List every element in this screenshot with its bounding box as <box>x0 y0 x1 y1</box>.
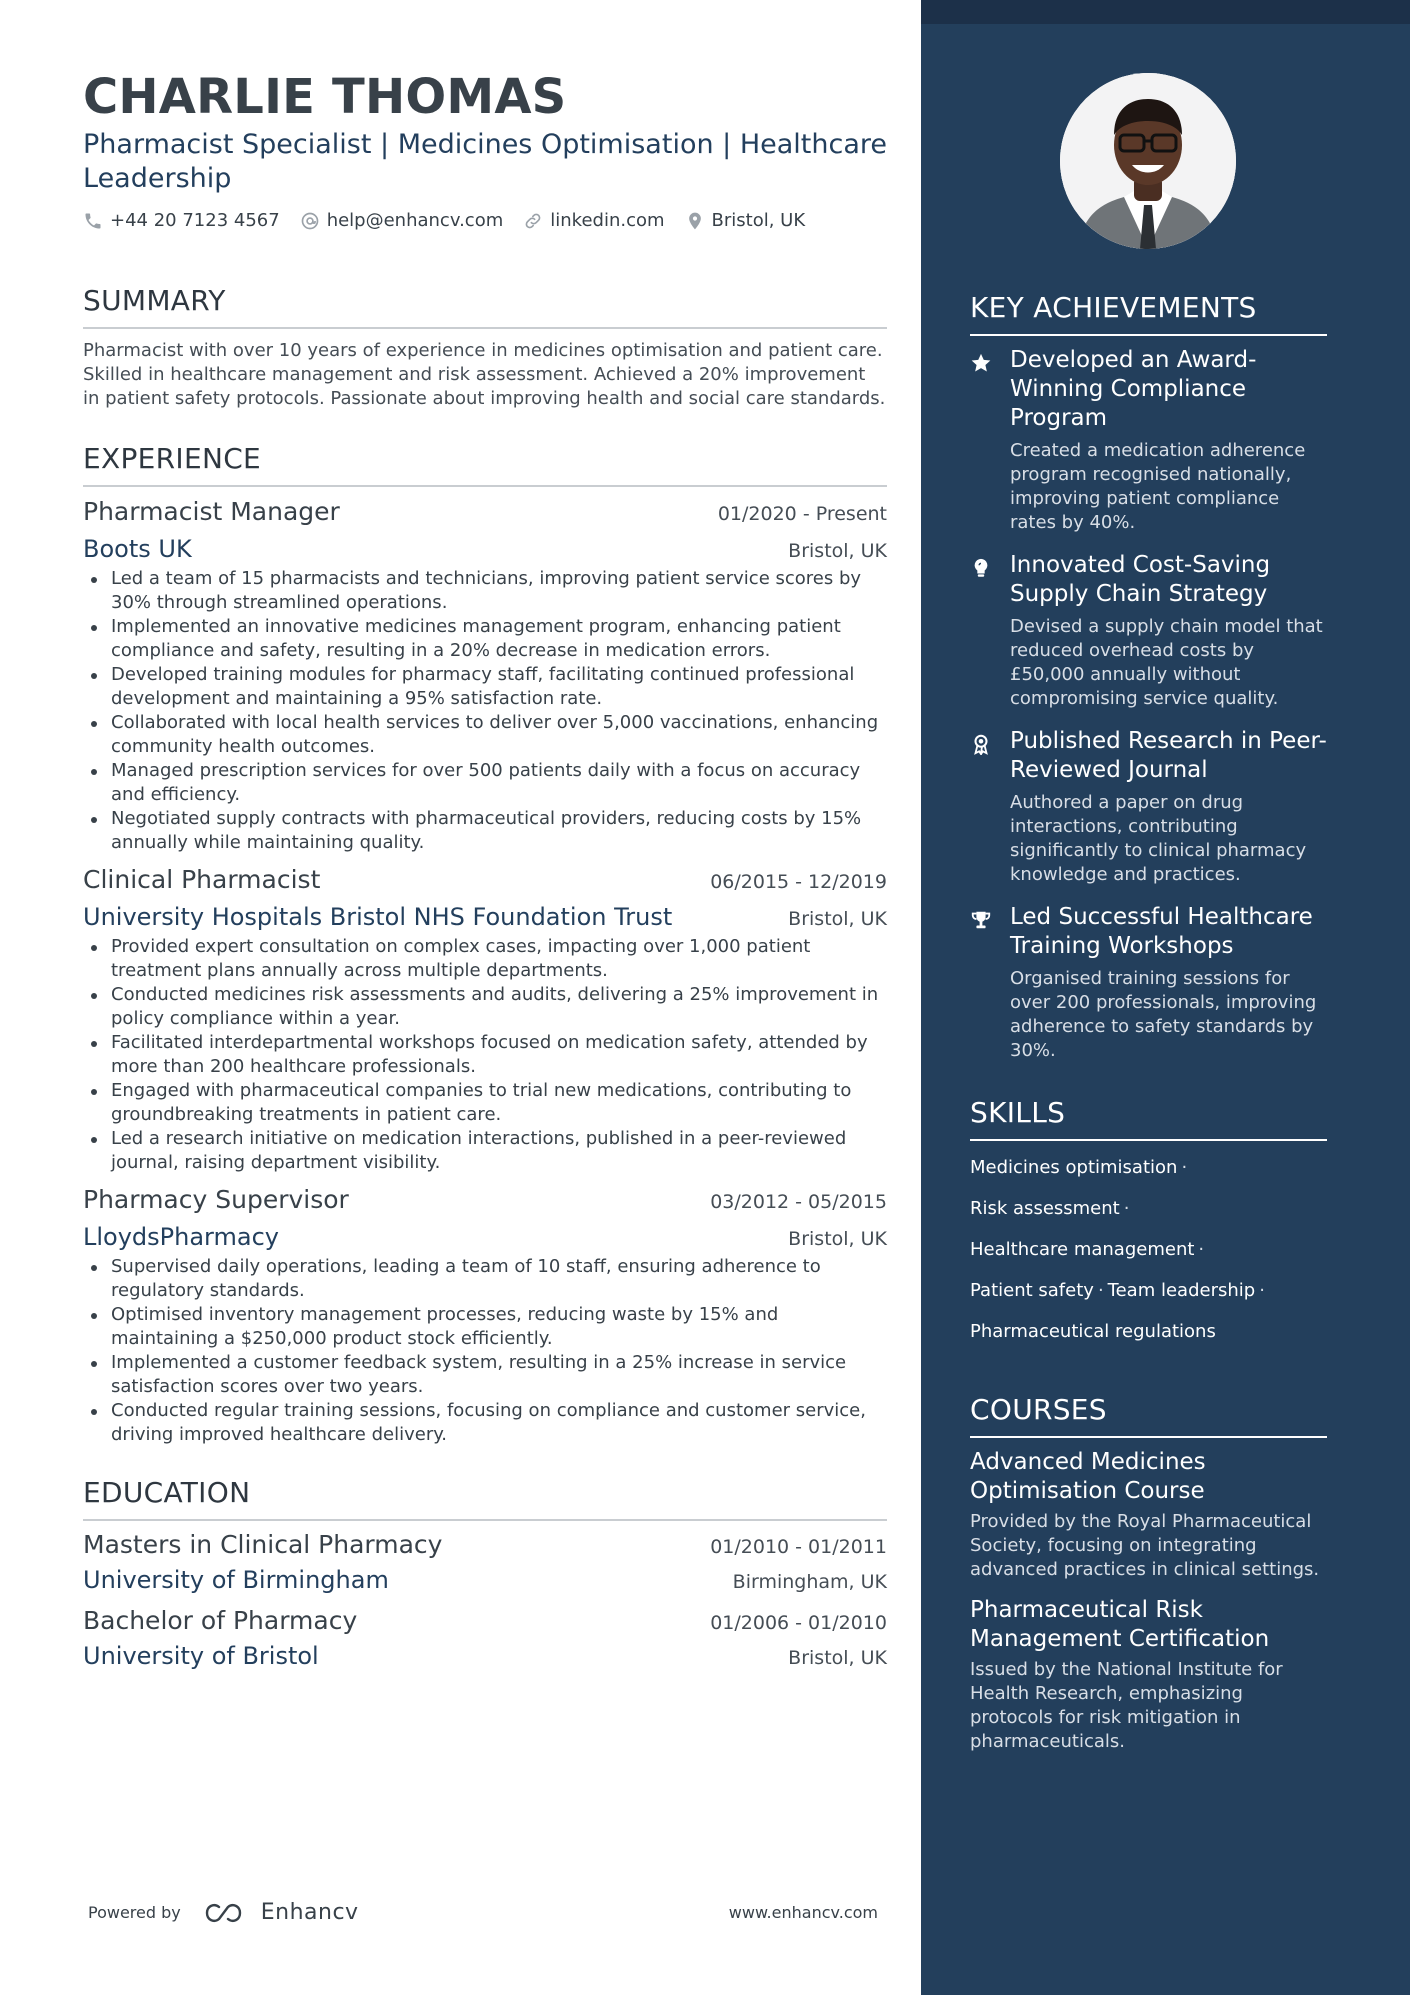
education-section <box>83 1475 887 1673</box>
contact-phone[interactable] <box>83 210 280 231</box>
job-bullets <box>83 567 887 855</box>
trophy-icon <box>970 909 992 931</box>
award-ribbon-icon <box>970 733 992 755</box>
brand-name: Enhancv <box>260 1900 359 1925</box>
star-icon <box>970 352 992 374</box>
achievement-title: Developed an Award-Winning Compliance Program <box>1010 347 1257 431</box>
achievement-item <box>970 727 1327 887</box>
achievement-title: Led Successful Healthcare Training Workshops <box>1010 904 1313 959</box>
courses-heading: COURSES <box>970 1392 1327 1438</box>
skill-tag: Healthcare management <box>970 1239 1195 1260</box>
skill-separator: · <box>1097 1280 1104 1301</box>
skill-line <box>970 1147 1327 1188</box>
achievement-desc: Authored a paper on drug interactions, contributing significantly to clinical pharmacy knowledge and practices. <box>1010 792 1307 885</box>
job-bullet: Optimised inventory management processes, reducing waste by 15% and maintaining a $250,000 product stock efficiently. <box>83 1303 887 1351</box>
website-link[interactable]: www.enhancv.com <box>728 1903 878 1922</box>
job-dates: 06/2015 - 12/2019 <box>710 871 887 893</box>
edu-dates: 01/2006 - 01/2010 <box>710 1612 887 1634</box>
edu-degree: Masters in Clinical Pharmacy <box>83 1530 443 1559</box>
job-company: LloydsPharmacy <box>83 1223 279 1251</box>
skills-section <box>970 1095 1327 1352</box>
contact-bar <box>83 210 887 231</box>
linkedin-text: linkedin.com <box>550 210 665 231</box>
job-bullet: Managed prescription services for over 500 patients daily with a focus on accuracy and efficiency. <box>83 759 887 807</box>
skills-heading: SKILLS <box>970 1095 1327 1141</box>
location-text: Bristol, UK <box>711 210 806 231</box>
job-bullet: Collaborated with local health services to deliver over 5,000 vaccinations, enhancing community health outcomes. <box>83 711 887 759</box>
email-text: help@enhancv.com <box>326 210 504 231</box>
phone-icon <box>83 211 103 231</box>
skill-line <box>970 1229 1327 1270</box>
course-desc: Issued by the National Institute for Health Research, emphasizing protocols for risk mitigation in pharmaceuticals. <box>970 1659 1283 1752</box>
job-bullet: Provided expert consultation on complex cases, impacting over 1,000 patient treatment plans annually across multiple departments. <box>83 935 887 983</box>
achievement-title: Innovated Cost-Saving Supply Chain Strategy <box>1010 552 1271 607</box>
skill-separator: · <box>1181 1157 1188 1178</box>
course-item <box>970 1448 1327 1582</box>
candidate-title: Pharmacist Specialist | Medicines Optimisation | Healthcare Leadership <box>83 129 888 194</box>
job-bullet: Led a research initiative on medication interactions, published in a peer-reviewed journal, raising department visibility. <box>83 1127 887 1175</box>
skill-line <box>970 1188 1327 1229</box>
job-bullet: Engaged with pharmaceutical companies to trial new medications, contributing to groundbreaking treatments in patient care. <box>83 1079 887 1127</box>
course-title: Pharmaceutical Risk Management Certification <box>970 1597 1270 1652</box>
skill-tag: Medicines optimisation <box>970 1157 1178 1178</box>
sidebar-top-band <box>921 0 1410 24</box>
location-pin-icon <box>685 211 705 231</box>
education-entry <box>83 1527 887 1597</box>
summary-text: Pharmacist with over 10 years of experience in medicines optimisation and patient care. Skilled in healthcare management and risk assessment. Achieved a 20% improvement in patient safety protocols. Passionate about improving health and social care standards. <box>83 340 886 409</box>
footer <box>88 1900 878 1925</box>
summary-section <box>83 283 887 411</box>
experience-section <box>83 441 887 1447</box>
job-company: Boots UK <box>83 535 192 563</box>
enhancv-logo-icon <box>205 1901 251 1925</box>
edu-degree: Bachelor of Pharmacy <box>83 1606 358 1635</box>
job-entry <box>83 1183 887 1447</box>
summary-heading: SUMMARY <box>83 283 887 329</box>
course-title: Advanced Medicines Optimisation Course <box>970 1449 1206 1504</box>
job-bullet: Supervised daily operations, leading a team of 10 staff, ensuring adherence to regulatory standards. <box>83 1255 887 1303</box>
skill-tag: Risk assessment <box>970 1198 1120 1219</box>
contact-email[interactable] <box>300 210 504 231</box>
powered-by <box>88 1900 359 1925</box>
job-entry <box>83 863 887 1175</box>
job-bullets <box>83 1255 887 1447</box>
profile-photo-image <box>1060 73 1236 249</box>
job-role: Pharmacist Manager <box>83 497 340 526</box>
job-location: Bristol, UK <box>788 908 887 930</box>
job-location: Bristol, UK <box>788 1228 887 1250</box>
lightbulb-icon <box>970 557 992 579</box>
job-dates: 01/2020 - Present <box>717 503 887 525</box>
skill-tag: Team leadership <box>1107 1280 1256 1301</box>
sidebar <box>921 0 1410 1995</box>
edu-dates: 01/2010 - 01/2011 <box>710 1536 887 1558</box>
achievements-heading: KEY ACHIEVEMENTS <box>970 290 1327 336</box>
job-location: Bristol, UK <box>788 540 887 562</box>
powered-by-label: Powered by <box>88 1903 181 1922</box>
achievement-desc: Created a medication adherence program recognised nationally, improving patient compliance rates by 40%. <box>1010 440 1306 533</box>
edu-school: University of Bristol <box>83 1642 319 1670</box>
job-role: Clinical Pharmacist <box>83 865 321 894</box>
achievement-desc: Devised a supply chain model that reduced overhead costs by £50,000 annually without compromising service quality. <box>1010 616 1323 709</box>
skill-tag: Patient safety <box>970 1280 1094 1301</box>
phone-text: +44 20 7123 4567 <box>110 210 280 231</box>
achievement-item <box>970 903 1327 1063</box>
skill-tag: Pharmaceutical regulations <box>970 1321 1216 1342</box>
enhancv-logo[interactable] <box>205 1900 359 1925</box>
education-entry <box>83 1603 887 1673</box>
job-bullet: Implemented an innovative medicines management program, enhancing patient compliance and safety, resulting in a 20% decrease in medication errors. <box>83 615 887 663</box>
achievement-title: Published Research in Peer-Reviewed Journal <box>1010 728 1327 783</box>
achievement-desc: Organised training sessions for over 200 professionals, improving adherence to safety standards by 30%. <box>1010 968 1317 1061</box>
education-heading: EDUCATION <box>83 1475 887 1521</box>
achievement-item <box>970 346 1327 535</box>
job-bullet: Implemented a customer feedback system, resulting in a 25% increase in service satisfaction scores over two years. <box>83 1351 887 1399</box>
achievements-section <box>970 290 1327 1063</box>
job-bullet: Facilitated interdepartmental workshops focused on medication safety, attended by more than 200 healthcare professionals. <box>83 1031 887 1079</box>
achievement-item <box>970 551 1327 711</box>
job-bullet: Conducted medicines risk assessments and audits, delivering a 25% improvement in policy compliance within a year. <box>83 983 887 1031</box>
edu-location: Bristol, UK <box>788 1647 887 1669</box>
profile-photo <box>1060 73 1236 249</box>
course-item <box>970 1596 1327 1754</box>
job-entry <box>83 495 887 855</box>
courses-section <box>970 1392 1327 1754</box>
sidebar-content <box>970 290 1327 1754</box>
at-icon <box>300 211 320 231</box>
job-bullets <box>83 935 887 1175</box>
job-bullet: Negotiated supply contracts with pharmaceutical providers, reducing costs by 15% annually while maintaining quality. <box>83 807 887 855</box>
job-bullet: Developed training modules for pharmacy staff, facilitating continued professional development and maintaining a 95% satisfaction rate. <box>83 663 887 711</box>
course-desc: Provided by the Royal Pharmaceutical Society, focusing on integrating advanced practices in clinical settings. <box>970 1511 1320 1580</box>
job-role: Pharmacy Supervisor <box>83 1185 349 1214</box>
skill-line <box>970 1311 1327 1352</box>
skill-line <box>970 1270 1327 1311</box>
job-bullet: Conducted regular training sessions, focusing on compliance and customer service, driving improved healthcare delivery. <box>83 1399 887 1447</box>
skill-separator: · <box>1123 1198 1130 1219</box>
edu-location: Birmingham, UK <box>732 1571 887 1593</box>
skill-separator: · <box>1259 1280 1265 1301</box>
skill-separator: · <box>1198 1239 1205 1260</box>
job-dates: 03/2012 - 05/2015 <box>710 1191 887 1213</box>
edu-school: University of Birmingham <box>83 1566 389 1594</box>
job-company: University Hospitals Bristol NHS Foundation Trust <box>83 903 673 931</box>
contact-location <box>685 210 806 231</box>
contact-linkedin[interactable] <box>523 210 664 231</box>
candidate-name: CHARLIE THOMAS <box>83 69 567 125</box>
link-icon <box>523 211 543 231</box>
experience-heading: EXPERIENCE <box>83 441 887 487</box>
job-bullet: Led a team of 15 pharmacists and technicians, improving patient service scores by 30% through streamlined operations. <box>83 567 887 615</box>
